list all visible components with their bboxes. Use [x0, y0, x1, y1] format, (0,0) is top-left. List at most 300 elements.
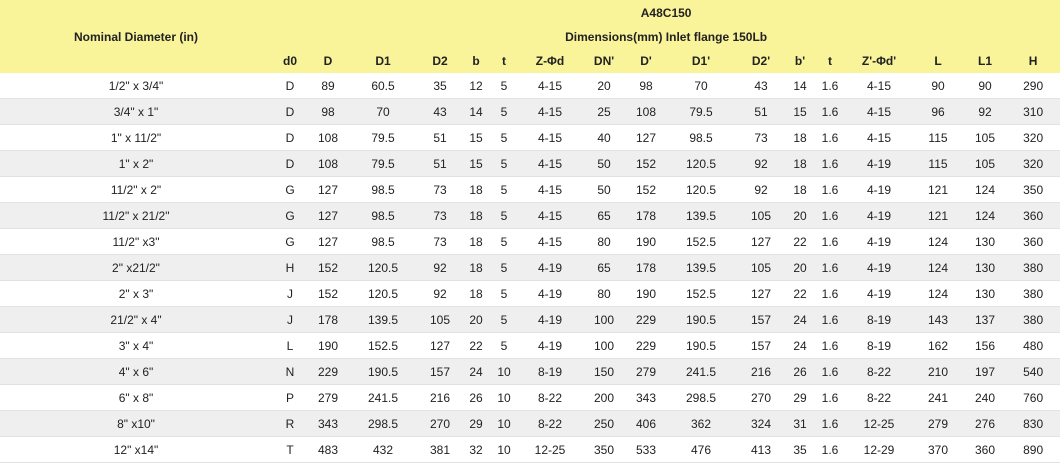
table-row [0, 333, 1060, 359]
table-cell: 4-15 [846, 125, 912, 151]
table-cell: 130 [964, 229, 1006, 255]
table-cell: 32 [462, 437, 490, 463]
table-cell: 139.5 [666, 203, 736, 229]
table-cell: 22 [786, 281, 814, 307]
table-cell: 370 [912, 437, 964, 463]
table-cell: 20 [462, 307, 490, 333]
column-header: Z'-Φd' [846, 49, 912, 73]
table-cell: 279 [912, 411, 964, 437]
table-cell: 51 [418, 125, 462, 151]
table-cell: 4-15 [518, 99, 582, 125]
model-title: A48C150 [272, 0, 1060, 25]
table-cell: 35 [786, 437, 814, 463]
table-cell: 100 [582, 333, 626, 359]
table-cell: 241.5 [348, 385, 418, 411]
table-cell: 108 [308, 125, 348, 151]
table-cell: 413 [736, 437, 786, 463]
table-cell: 190 [308, 333, 348, 359]
table-row [0, 99, 1060, 125]
nominal-diameter-cell: 21/2" x 4" [0, 307, 272, 333]
table-cell: 152 [308, 255, 348, 281]
table-cell: 5 [490, 281, 518, 307]
table-cell: 26 [462, 385, 490, 411]
table-cell: 80 [582, 281, 626, 307]
nominal-diameter-cell: 12" x14" [0, 437, 272, 463]
table-cell: 360 [964, 437, 1006, 463]
table-cell: 156 [964, 333, 1006, 359]
table-cell: 476 [666, 437, 736, 463]
table-cell: 4-15 [846, 99, 912, 125]
table-cell: 12-25 [846, 411, 912, 437]
table-cell: 1.6 [814, 281, 846, 307]
table-cell: 5 [490, 229, 518, 255]
table-cell: 20 [786, 203, 814, 229]
table-cell: 80 [582, 229, 626, 255]
table-cell: 127 [418, 333, 462, 359]
table-cell: 4-15 [518, 73, 582, 99]
table-cell: 1.6 [814, 229, 846, 255]
table-cell: 190 [626, 281, 666, 307]
table-cell: 5 [490, 203, 518, 229]
table-cell: 320 [1006, 125, 1060, 151]
table-cell: 380 [1006, 255, 1060, 281]
table-cell: 98.5 [348, 229, 418, 255]
table-cell: 5 [490, 255, 518, 281]
table-cell: 139.5 [348, 307, 418, 333]
table-cell: 216 [736, 359, 786, 385]
column-header: H [1006, 49, 1060, 73]
table-cell: 18 [786, 125, 814, 151]
table-cell: 157 [736, 307, 786, 333]
table-cell: 121 [912, 177, 964, 203]
table-cell: 105 [736, 203, 786, 229]
table-cell: 324 [736, 411, 786, 437]
table-cell: H [272, 255, 308, 281]
table-cell: 120.5 [348, 255, 418, 281]
table-cell: 139.5 [666, 255, 736, 281]
table-cell: 229 [308, 359, 348, 385]
table-cell: 14 [786, 73, 814, 99]
table-cell: J [272, 281, 308, 307]
column-header: t [814, 49, 846, 73]
table-cell: 79.5 [348, 151, 418, 177]
nominal-diameter-cell: 6" x 8" [0, 385, 272, 411]
table-cell: 92 [736, 177, 786, 203]
nominal-diameter-cell: 1" x 2" [0, 151, 272, 177]
table-row [0, 151, 1060, 177]
table-cell: 12 [462, 73, 490, 99]
table-row [0, 385, 1060, 411]
column-header: L1 [964, 49, 1006, 73]
table-row [0, 177, 1060, 203]
table-cell: 276 [964, 411, 1006, 437]
table-cell: 157 [418, 359, 462, 385]
table-cell: 100 [582, 307, 626, 333]
table-cell: 10 [490, 385, 518, 411]
table-row [0, 229, 1060, 255]
table-cell: 1.6 [814, 437, 846, 463]
table-cell: 5 [490, 125, 518, 151]
table-cell: 92 [964, 99, 1006, 125]
table-cell: 1.6 [814, 99, 846, 125]
nominal-diameter-cell: 8" x10" [0, 411, 272, 437]
table-cell: 98 [308, 99, 348, 125]
table-cell: 152 [308, 281, 348, 307]
table-cell: 4-19 [518, 255, 582, 281]
table-cell: 127 [626, 125, 666, 151]
table-body [0, 73, 1060, 463]
table-cell: 31 [786, 411, 814, 437]
table-cell: 250 [582, 411, 626, 437]
table-cell: 98 [626, 73, 666, 99]
table-cell: 1.6 [814, 307, 846, 333]
table-cell: 92 [418, 255, 462, 281]
table-cell: G [272, 229, 308, 255]
table-cell: 51 [418, 151, 462, 177]
column-header: b [462, 49, 490, 73]
table-cell: 8-19 [846, 307, 912, 333]
nominal-diameter-cell: 2" x21/2" [0, 255, 272, 281]
table-cell: D [272, 73, 308, 99]
table-cell: 8-22 [518, 385, 582, 411]
table-cell: 432 [348, 437, 418, 463]
table-cell: 380 [1006, 281, 1060, 307]
nominal-diameter-cell: 1/2" x 3/4" [0, 73, 272, 99]
nominal-diameter-cell: 11/2" x 2" [0, 177, 272, 203]
column-header: D1 [348, 49, 418, 73]
table-cell: 98.5 [348, 177, 418, 203]
column-header: b' [786, 49, 814, 73]
table-cell: 105 [418, 307, 462, 333]
table-cell: 70 [666, 73, 736, 99]
table-row [0, 255, 1060, 281]
table-cell: 4-15 [846, 73, 912, 99]
table-cell: 1.6 [814, 385, 846, 411]
table-cell: 124 [964, 177, 1006, 203]
table-cell: 120.5 [348, 281, 418, 307]
table-cell: 35 [418, 73, 462, 99]
table-cell: 5 [490, 307, 518, 333]
table-cell: 92 [418, 281, 462, 307]
table-cell: R [272, 411, 308, 437]
table-cell: 120.5 [666, 151, 736, 177]
table-row [0, 307, 1060, 333]
table-cell: 127 [736, 281, 786, 307]
table-cell: 190.5 [666, 333, 736, 359]
column-header: D2 [418, 49, 462, 73]
table-row [0, 281, 1060, 307]
table-cell: 200 [582, 385, 626, 411]
table-cell: 127 [308, 229, 348, 255]
table-cell: 298.5 [666, 385, 736, 411]
table-cell: 5 [490, 177, 518, 203]
table-cell: 4-19 [518, 281, 582, 307]
table-cell: 298.5 [348, 411, 418, 437]
table-cell: 60.5 [348, 73, 418, 99]
table-cell: G [272, 203, 308, 229]
table-cell: 362 [666, 411, 736, 437]
table-cell: 178 [626, 203, 666, 229]
table-cell: 92 [736, 151, 786, 177]
table-cell: 1.6 [814, 203, 846, 229]
table-cell: 1.6 [814, 255, 846, 281]
table-cell: 14 [462, 99, 490, 125]
table-cell: 12-25 [518, 437, 582, 463]
table-cell: 241 [912, 385, 964, 411]
table-row [0, 73, 1060, 99]
table-cell: 18 [462, 203, 490, 229]
table-cell: 152.5 [666, 281, 736, 307]
table-cell: 18 [786, 177, 814, 203]
table-cell: 178 [626, 255, 666, 281]
table-cell: 1.6 [814, 359, 846, 385]
table-cell: 4-19 [518, 333, 582, 359]
table-cell: 4-15 [518, 125, 582, 151]
table-cell: 8-19 [846, 333, 912, 359]
table-cell: 18 [462, 255, 490, 281]
table-cell: 350 [1006, 177, 1060, 203]
table-cell: 115 [912, 125, 964, 151]
table-cell: 4-15 [518, 229, 582, 255]
table-cell: 130 [964, 255, 1006, 281]
table-cell: 105 [736, 255, 786, 281]
table-cell: 8-22 [846, 359, 912, 385]
table-cell: 1.6 [814, 177, 846, 203]
table-cell: 4-15 [518, 203, 582, 229]
table-cell: 760 [1006, 385, 1060, 411]
table-cell: 18 [462, 177, 490, 203]
table-cell: 4-19 [846, 151, 912, 177]
table-cell: 20 [786, 255, 814, 281]
table-cell: 4-15 [518, 151, 582, 177]
table-cell: 65 [582, 203, 626, 229]
table-cell: 8-22 [518, 411, 582, 437]
table-cell: 320 [1006, 151, 1060, 177]
table-cell: 79.5 [348, 125, 418, 151]
table-cell: 29 [462, 411, 490, 437]
column-header: D' [626, 49, 666, 73]
table-cell: 360 [1006, 229, 1060, 255]
table-cell: 533 [626, 437, 666, 463]
table-cell: 5 [490, 333, 518, 359]
table-cell: 50 [582, 177, 626, 203]
nominal-diameter-cell: 11/2" x 21/2" [0, 203, 272, 229]
table-cell: 279 [308, 385, 348, 411]
table-cell: 152 [626, 177, 666, 203]
table-cell: 50 [582, 151, 626, 177]
table-cell: 1.6 [814, 151, 846, 177]
table-cell: 43 [418, 99, 462, 125]
table-cell: 124 [912, 229, 964, 255]
table-cell: J [272, 307, 308, 333]
table-cell: 830 [1006, 411, 1060, 437]
table-cell: 24 [786, 333, 814, 359]
table-cell: 10 [490, 437, 518, 463]
table-cell: 130 [964, 281, 1006, 307]
table-cell: 4-15 [518, 177, 582, 203]
table-row [0, 359, 1060, 385]
table-cell: 89 [308, 73, 348, 99]
table-cell: 380 [1006, 307, 1060, 333]
table-cell: 12-29 [846, 437, 912, 463]
table-cell: 8-22 [846, 385, 912, 411]
table-cell: 5 [490, 151, 518, 177]
table-cell: 24 [462, 359, 490, 385]
column-header: d0 [272, 49, 308, 73]
table-cell: 406 [626, 411, 666, 437]
table-cell: 105 [964, 151, 1006, 177]
table-cell: 98.5 [348, 203, 418, 229]
table-cell: D [272, 99, 308, 125]
table-cell: 480 [1006, 333, 1060, 359]
table-cell: 210 [912, 359, 964, 385]
table-cell: 152.5 [666, 229, 736, 255]
table-cell: 270 [736, 385, 786, 411]
table-cell: 216 [418, 385, 462, 411]
table-cell: L [272, 333, 308, 359]
table-cell: 105 [964, 125, 1006, 151]
table-row [0, 203, 1060, 229]
table-cell: D [272, 151, 308, 177]
table-cell: 229 [626, 333, 666, 359]
table-cell: 1.6 [814, 73, 846, 99]
table-cell: 18 [462, 229, 490, 255]
table-cell: 270 [418, 411, 462, 437]
table-cell: 43 [736, 73, 786, 99]
table-cell: 73 [736, 125, 786, 151]
table-cell: 540 [1006, 359, 1060, 385]
column-header: t [490, 49, 518, 73]
table-cell: 137 [964, 307, 1006, 333]
table-cell: 381 [418, 437, 462, 463]
table-cell: 310 [1006, 99, 1060, 125]
table-cell: 343 [308, 411, 348, 437]
nominal-diameter-cell: 3/4" x 1" [0, 99, 272, 125]
table-cell: 22 [462, 333, 490, 359]
table-cell: 4-19 [846, 177, 912, 203]
column-header: D [308, 49, 348, 73]
table-cell: 290 [1006, 73, 1060, 99]
table-cell: 5 [490, 99, 518, 125]
table-cell: 350 [582, 437, 626, 463]
table-cell: 121 [912, 203, 964, 229]
table-cell: 8-19 [518, 359, 582, 385]
table-cell: 108 [626, 99, 666, 125]
table-cell: 127 [308, 203, 348, 229]
table-cell: 15 [786, 99, 814, 125]
table-cell: 90 [912, 73, 964, 99]
table-cell: P [272, 385, 308, 411]
table-cell: 10 [490, 359, 518, 385]
table-cell: 70 [348, 99, 418, 125]
table-cell: 127 [308, 177, 348, 203]
table-cell: 483 [308, 437, 348, 463]
table-cell: 124 [964, 203, 1006, 229]
table-cell: 124 [912, 281, 964, 307]
table-cell: T [272, 437, 308, 463]
table-cell: 73 [418, 203, 462, 229]
table-cell: 15 [462, 151, 490, 177]
table-cell: 1.6 [814, 125, 846, 151]
column-header: Z-Φd [518, 49, 582, 73]
table-cell: 240 [964, 385, 1006, 411]
table-cell: 15 [462, 125, 490, 151]
table-cell: 890 [1006, 437, 1060, 463]
table-cell: 229 [626, 307, 666, 333]
table-row [0, 125, 1060, 151]
table-cell: 96 [912, 99, 964, 125]
table-cell: 162 [912, 333, 964, 359]
table-row [0, 411, 1060, 437]
table-cell: 152 [626, 151, 666, 177]
table-cell: 343 [626, 385, 666, 411]
table-cell: 157 [736, 333, 786, 359]
nominal-diameter-cell: 1" x 11/2" [0, 125, 272, 151]
table-cell: 79.5 [666, 99, 736, 125]
nominal-diameter-cell: 11/2" x3" [0, 229, 272, 255]
table-cell: 26 [786, 359, 814, 385]
table-cell: 22 [786, 229, 814, 255]
table-cell: 4-19 [846, 281, 912, 307]
table-cell: 4-19 [846, 255, 912, 281]
table-cell: 24 [786, 307, 814, 333]
table-cell: G [272, 177, 308, 203]
nominal-diameter-cell: 4" x 6" [0, 359, 272, 385]
column-header: L [912, 49, 964, 73]
table-cell: 4-19 [846, 203, 912, 229]
table-cell: 124 [912, 255, 964, 281]
table-cell: 127 [736, 229, 786, 255]
table-cell: 98.5 [666, 125, 736, 151]
table-cell: 120.5 [666, 177, 736, 203]
nominal-diameter-header: Nominal Diameter (in) [0, 0, 272, 73]
nominal-diameter-cell: 3" x 4" [0, 333, 272, 359]
table-cell: 40 [582, 125, 626, 151]
column-header: D1' [666, 49, 736, 73]
column-header: D2' [736, 49, 786, 73]
table-cell: 10 [490, 411, 518, 437]
table-cell: 4-19 [518, 307, 582, 333]
table-cell: D [272, 125, 308, 151]
table-cell: 197 [964, 359, 1006, 385]
table-cell: 65 [582, 255, 626, 281]
table-cell: 279 [626, 359, 666, 385]
table-cell: 152.5 [348, 333, 418, 359]
table-cell: 190.5 [348, 359, 418, 385]
table-cell: 51 [736, 99, 786, 125]
table-cell: 178 [308, 307, 348, 333]
table-cell: N [272, 359, 308, 385]
table-cell: 73 [418, 229, 462, 255]
nominal-diameter-cell: 2" x 3" [0, 281, 272, 307]
table-cell: 25 [582, 99, 626, 125]
table-cell: 73 [418, 177, 462, 203]
table-cell: 4-19 [846, 229, 912, 255]
dimensions-header: Dimensions(mm) Inlet flange 150Lb [272, 25, 1060, 49]
table-cell: 29 [786, 385, 814, 411]
table-cell: 90 [964, 73, 1006, 99]
table-cell: 360 [1006, 203, 1060, 229]
table-cell: 18 [786, 151, 814, 177]
table-cell: 115 [912, 151, 964, 177]
column-header: DN' [582, 49, 626, 73]
table-cell: 20 [582, 73, 626, 99]
table-cell: 150 [582, 359, 626, 385]
table-cell: 5 [490, 73, 518, 99]
table-row [0, 437, 1060, 463]
table-cell: 1.6 [814, 411, 846, 437]
table-cell: 143 [912, 307, 964, 333]
